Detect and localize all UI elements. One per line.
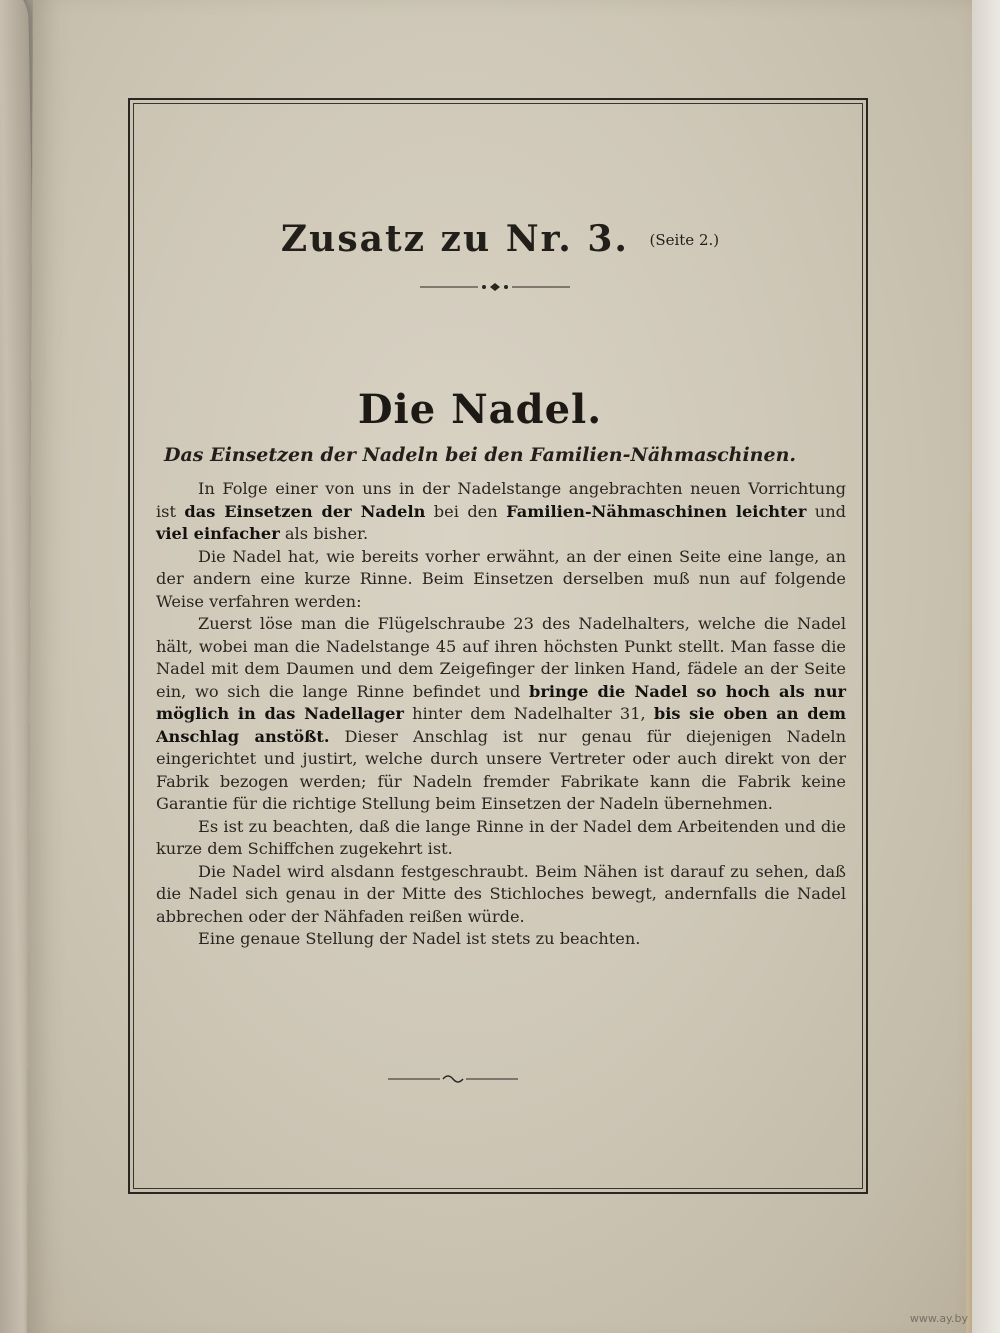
paragraph-text: als bisher. — [279, 524, 369, 543]
page-title — [0, 218, 1000, 260]
body-paragraph — [156, 928, 846, 951]
emphasis-text: das Einsetzen der Nadeln — [184, 501, 426, 521]
paragraph-text: Zuerst löse man die Flügelschraube 23 des Nadelhalters, welche die Nadel hält, wobei man die Nadelstange 45 auf ihren höchsten Punkt stellt. Man fasse die Nadel mit dem Daumen und dem Zeigefinger der linken Hand, fädele an der Seite ein, wo sich die lange Rinne befindet und — [156, 614, 846, 701]
emphasis-text: bringe die Nadel so hoch als nur möglich in das Nadellager — [156, 681, 846, 723]
paragraph-text: bei den — [425, 501, 507, 521]
body-paragraph — [156, 613, 846, 816]
emphasis-text: bis sie oben an dem Anschlag anstößt. — [156, 704, 846, 746]
body-paragraph — [156, 546, 846, 614]
emphasis-text: viel einfacher — [156, 524, 280, 543]
section-subheading: Das Einsetzen der Nadeln bei den Familien-Nähmaschinen. — [163, 444, 797, 466]
watermark-url: www.ay.by — [909, 1312, 968, 1325]
paragraph-text: Eine genaue Stellung der Nadel ist stets zu beachten. — [198, 929, 641, 948]
paragraph-text: und — [806, 501, 846, 521]
paragraph-text: hinter dem Nadelhalter 31, — [403, 704, 654, 723]
background-strip — [972, 0, 1000, 1333]
ornament-divider-top — [420, 280, 570, 294]
body-paragraph — [156, 478, 846, 546]
emphasis-text: Familien-Nähmaschinen leichter — [506, 501, 807, 521]
ornament-divider-bottom — [388, 1072, 518, 1086]
paragraph-text: Es ist zu beachten, daß die lange Rinne in der Nadel dem Arbeitenden und die kurze dem Schiffchen zugekehrt ist. — [156, 816, 846, 858]
body-text — [156, 478, 846, 951]
page-title-sub: (Seite 2.) — [649, 231, 720, 249]
page-title-main: Zusatz zu Nr. 3. — [280, 218, 629, 260]
paragraph-text: In Folge einer von uns in der Nadelstange angebrachten neuen Vorrichtung ist — [156, 479, 846, 521]
paragraph-text: Dieser Anschlag ist nur genau für diejenigen Nadeln eingerichtet und justirt, welche durch unsere Vertreter oder auch direkt von der Fabrik bezogen werden; für Nadeln fremder Fabrikate kann die Fabrik keine Garantie für die richtige Stellung beim Einsetzen der Nadeln übernehmen. — [156, 726, 846, 813]
paragraph-text: Die Nadel wird alsdann festgeschraubt. Beim Nähen ist darauf zu sehen, daß die Nadel sich genau in der Mitte des Stichloches bewegt, andernfalls die Nadel abbrechen oder der Nähfaden reißen würde. — [156, 861, 846, 926]
paragraph-text: Die Nadel hat, wie bereits vorher erwähnt, an der einen Seite eine lange, an der andern eine kurze Rinne. Beim Einsetzen derselben muß nun auf folgende Weise verfahren werden: — [156, 546, 846, 611]
body-paragraph — [156, 816, 846, 861]
body-paragraph — [156, 861, 846, 929]
section-heading: Die Nadel. — [357, 386, 603, 433]
